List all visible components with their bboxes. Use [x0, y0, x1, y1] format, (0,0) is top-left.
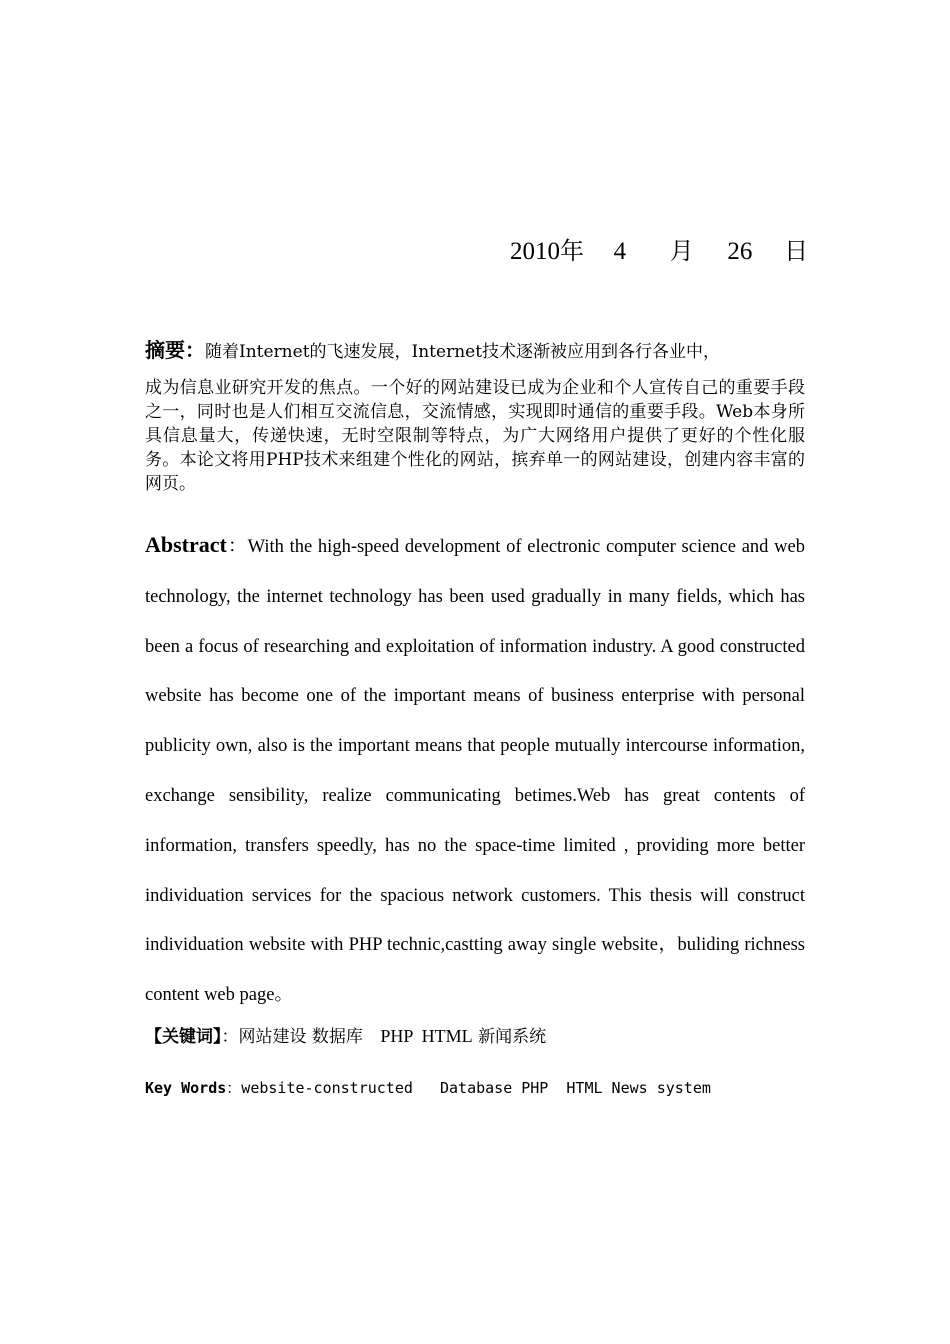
english-keywords-separator: ：: [226, 1079, 242, 1097]
english-abstract-label: Abstract: [145, 532, 227, 557]
chinese-keywords-separator: ：: [221, 1027, 239, 1047]
chinese-keywords-english-terms: PHP HTML: [380, 1026, 473, 1046]
english-abstract-body: With the high-speed development of electronic computer science and web technology, the internet technology has been used gradually in many fields, which has been a focus of researching and exploitation of information industry. A good constructed website has become one of the important means of business enterprise with personal publicity own, also is the important means that people mutually intercourse information, exchange sensibility, realize communicating betimes.Web has great contents of information, transfers speedly, has no the space-time limited , providing more better individuation services for the spacious network customers. This thesis will construct individuation website with PHP technic,castting away single website，buliding richness content web page。: [145, 537, 805, 1006]
chinese-abstract-label: 摘要：: [145, 338, 205, 362]
english-keywords-terms: website-constructed Database PHP HTML News system: [241, 1079, 711, 1097]
date-year-unit: 年: [560, 237, 584, 265]
chinese-keywords-label: 【关键词】: [145, 1027, 222, 1047]
english-abstract-separator: ：: [226, 537, 248, 557]
chinese-abstract: [145, 338, 805, 496]
chinese-abstract-lead: 随着Internet的飞速发展，Internet技术逐渐被应用到各行各业中，: [205, 342, 721, 362]
date-day: 26: [727, 238, 753, 265]
submission-date: [510, 236, 810, 267]
date-month: 4: [613, 238, 627, 265]
english-abstract: [145, 520, 805, 1021]
date-day-unit: 日: [784, 237, 809, 265]
chinese-abstract-first-line: [145, 338, 805, 364]
chinese-keywords-tail: 新闻系统: [478, 1027, 547, 1047]
chinese-keywords-terms: 网站建设 数据库: [238, 1027, 363, 1047]
english-keywords: [145, 1075, 805, 1101]
date-year: 2010: [510, 238, 560, 265]
chinese-keywords: [145, 1022, 805, 1051]
english-keywords-label: Key Words: [145, 1079, 227, 1097]
date-month-unit: 月: [669, 237, 694, 265]
chinese-abstract-body: 成为信息业研究开发的焦点。一个好的网站建设已成为企业和个人宣传自己的重要手段之一，同时也是人们相互交流信息，交流情感，实现即时通信的重要手段。Web本身所具信息量大，传递快速，无时空限制等特点，为广大网络用户提供了更好的个性化服务。本论文将用PHP技术来组建个性化的网站，摈弃单一的网站建设，创建内容丰富的网页。: [145, 378, 805, 494]
